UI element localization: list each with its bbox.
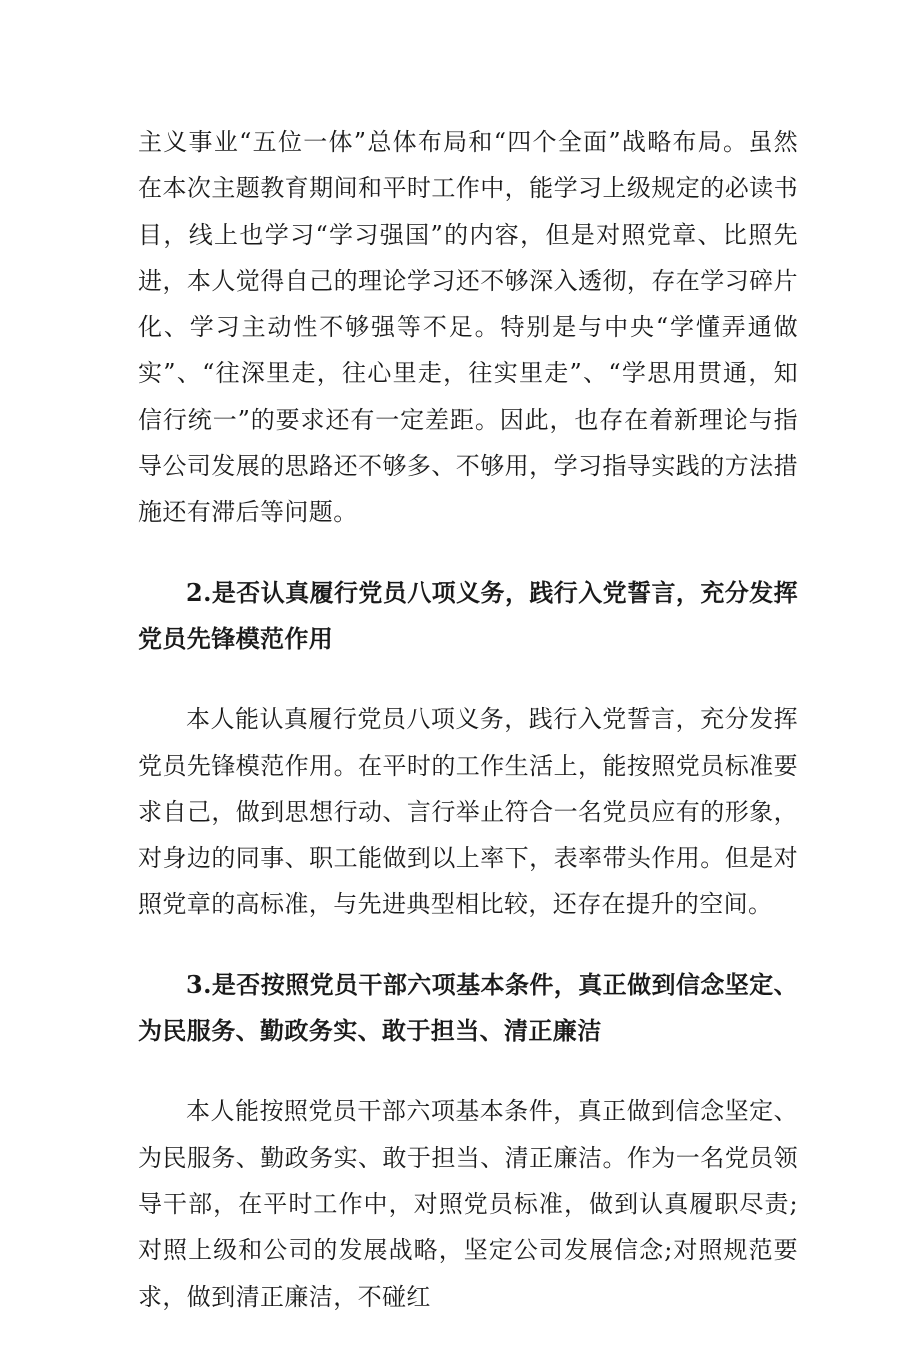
section-heading-3: 3.是否按照党员干部六项基本条件，真正做到信念坚定、为民服务、勤政务实、敢于担当、清正廉洁	[138, 969, 798, 1046]
document-body	[138, 119, 798, 1354]
paragraph-body-1: 主义事业“五位一体”总体布局和“四个全面”战略布局。虽然在本次主题教育期间和平时工作中，能学习上级规定的必读书目，线上也学习“学习强国”的内容，但是对照党章、比照先进，本人觉得自己的理论学习还不够深入透彻，存在学习碎片化、学习主动性不够强等不足。特别是与中央“学懂弄通做实”、“往深里走，往心里走，往实里走”、“学思用贯通，知信行统一”的要求还有一定差距。因此，也存在着新理论与指导公司发展的思路还不够多、不够用，学习指导实践的方法措施还有滞后等问题。	[138, 128, 798, 527]
paragraph-body-2: 本人能认真履行党员八项义务，践行入党誓言，充分发挥党员先锋模范作用。在平时的工作生活上，能按照党员标准要求自己，做到思想行动、言行举止符合一名党员应有的形象，对身边的同事、职工能做到以上率下，表率带头作用。但是对照党章的高标准，与先进典型相比较，还存在提升的空间。	[138, 705, 798, 919]
section-heading-2: 2.是否认真履行党员八项义务，践行入党誓言，充分发挥党员先锋模范作用	[138, 577, 798, 653]
paragraph-body-3: 本人能按照党员干部六项基本条件，真正做到信念坚定、为民服务、勤政务实、敢于担当、清正廉洁。作为一名党员领导干部，在平时工作中，对照党员标准，做到认真履职尽责;对照上级和公司的发展战略，坚定公司发展信念;对照规范要求，做到清正廉洁，不碰红	[138, 1097, 798, 1311]
